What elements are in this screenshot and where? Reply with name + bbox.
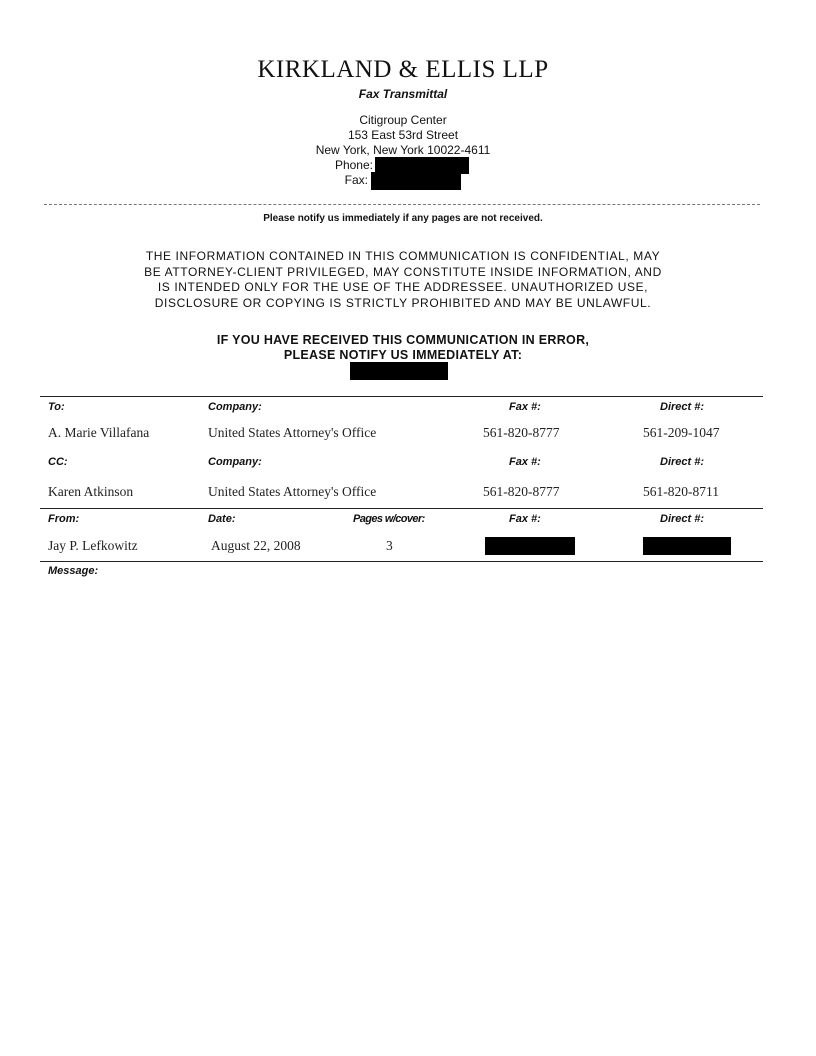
- to-fax-label: Fax #:: [509, 401, 541, 413]
- confidentiality-notice: [100, 249, 706, 311]
- from-section-rule: [40, 508, 763, 509]
- fax-redaction: [371, 172, 461, 190]
- confidentiality-line-2: BE ATTORNEY-CLIENT PRIVILEGED, MAY CONSTITUTE INSIDE INFORMATION, AND: [144, 264, 662, 279]
- address-line-3: New York, New York 10022-4611: [315, 143, 491, 157]
- cc-label: CC:: [48, 456, 68, 468]
- error-notice-line-1: IF YOU HAVE RECEIVED THIS COMMUNICATION IN ERROR,: [216, 333, 590, 347]
- to-direct-number: 561-209-1047: [643, 425, 720, 440]
- pages-label: Pages w/cover:: [353, 513, 425, 525]
- cc-company: United States Attorney's Office: [208, 484, 377, 499]
- page-count: 3: [386, 538, 393, 553]
- message-label: Message:: [48, 565, 99, 577]
- error-notice: [0, 333, 806, 363]
- cc-direct-number: 561-820-8711: [643, 484, 719, 499]
- confidentiality-line-4: DISCLOSURE OR COPYING IS STRICTLY PROHIBITED AND MAY BE UNLAWFUL.: [154, 295, 652, 310]
- confidentiality-line-1: THE INFORMATION CONTAINED IN THIS COMMUNICATION IS CONFIDENTIAL, MAY: [145, 249, 661, 263]
- to-fax-number: 561-820-8777: [483, 425, 560, 440]
- cc-name: Karen Atkinson: [48, 484, 134, 499]
- header-divider: [44, 204, 760, 205]
- from-direct-label: Direct #:: [660, 513, 705, 525]
- firm-name: KIRKLAND & ELLIS LLP: [257, 56, 549, 83]
- table-bottom-rule: [40, 561, 763, 562]
- contact-redaction: [350, 362, 448, 380]
- address-line-2: 153 East 53rd Street: [347, 128, 459, 142]
- cc-company-label: Company:: [208, 456, 262, 468]
- confidentiality-line-3: IS INTENDED ONLY FOR THE USE OF THE ADDRESSEE. UNAUTHORIZED USE,: [157, 280, 649, 294]
- error-notice-line-2: PLEASE NOTIFY US IMMEDIATELY AT:: [283, 348, 523, 362]
- phone-label: Phone:: [334, 158, 373, 172]
- pages-notice: Please notify us immediately if any pages are not received.: [263, 213, 543, 224]
- date-label: Date:: [208, 513, 236, 525]
- fax-date: August 22, 2008: [211, 538, 301, 553]
- from-fax-label: Fax #:: [509, 513, 541, 525]
- to-company-label: Company:: [208, 401, 262, 413]
- from-direct-redaction: [643, 537, 731, 555]
- cc-fax-number: 561-820-8777: [483, 484, 560, 499]
- to-company: United States Attorney's Office: [208, 425, 377, 440]
- fax-label: Fax:: [344, 173, 368, 187]
- cc-fax-label: Fax #:: [509, 456, 541, 468]
- cc-direct-label: Direct #:: [660, 456, 705, 468]
- to-direct-label: Direct #:: [660, 401, 705, 413]
- from-label: From:: [48, 513, 80, 525]
- to-name: A. Marie Villafana: [48, 425, 150, 440]
- address-line-1: Citigroup Center: [359, 113, 447, 127]
- table-top-rule: [40, 396, 763, 397]
- from-fax-redaction: [485, 537, 575, 555]
- from-name: Jay P. Lefkowitz: [48, 538, 138, 553]
- to-label: To:: [48, 401, 65, 413]
- document-subtitle: Fax Transmittal: [358, 87, 448, 101]
